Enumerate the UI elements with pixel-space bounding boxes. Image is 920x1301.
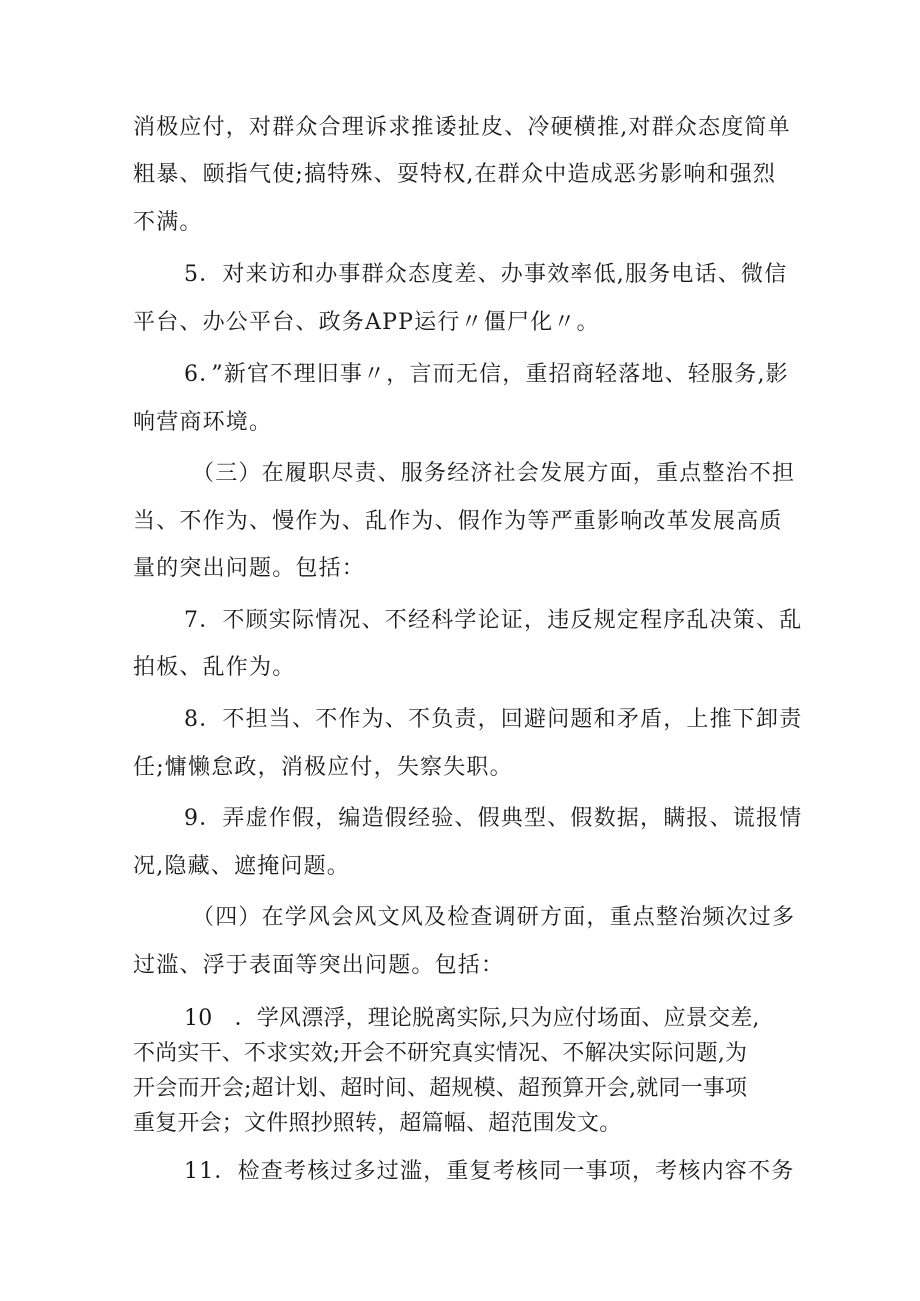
text-line: （三）在履职尽责、服务经济社会发展方面，重点整治不担 [192,461,796,486]
text-line: 消极应付，对群众合理诉求推诿扯皮、冷硬横推,对群众态度简单 [133,115,791,140]
text-line: 量的突出问题。包括： [133,556,366,581]
text-line: （四）在学风会风文风及检查调研方面，重点整治频次过多 [192,905,796,930]
text-line: 9．弄虚作假，编造假经验、假典型、假数据，瞒报、谎报情 [184,806,803,831]
text-line: 11．检查考核过多过滥，重复考核同一事项，考核内容不务 [184,1159,795,1184]
text-line: 响营商环境。 [133,410,273,435]
text-line: 不满。 [133,210,203,235]
text-line: 过滥、浮于表面等突出问题。包括： [133,953,505,978]
text-line: 开会而开会;超计划、超时间、超规模、超预算开会,就同一事项 [133,1076,748,1101]
text-line: 10 ．学风漂浮，理论脱离实际,只为应付场面、应景交差, [184,1006,760,1031]
text-line: 7．不顾实际情况、不经科学论证，违反规定程序乱决策、乱 [184,608,803,633]
text-line: 拍板、乱作为。 [133,655,296,680]
text-line: 6．”新官不理旧事〃，言而无信，重招商轻落地、轻服务,影 [184,362,789,387]
text-line: 任;慵懒怠政，消极应付，失察失职。 [133,755,513,780]
text-line: 况,隐藏、遮掩问题。 [133,854,350,879]
text-line: 不尚实干、不求实效;开会不研究真实情况、不解决实际问题,为 [133,1041,748,1066]
text-line: 当、不作为、慢作为、乱作为、假作为等严重影响改革发展高质 [133,509,783,534]
text-line: 重复开会；文件照抄照转，超篇幅、超范围发文。 [133,1111,622,1136]
text-line: 5．对来访和办事群众态度差、办事效率低,服务电话、微信 [184,262,788,287]
text-line: 粗暴、颐指气使;搞特殊、耍特权,在群众中造成恶劣影响和强烈 [133,162,777,187]
text-line: 8．不担当、不作为、不负责，回避问题和矛盾，上推下卸责 [184,707,803,732]
text-line: 平台、办公平台、政务APP运行〃僵尸化〃。 [133,310,600,335]
